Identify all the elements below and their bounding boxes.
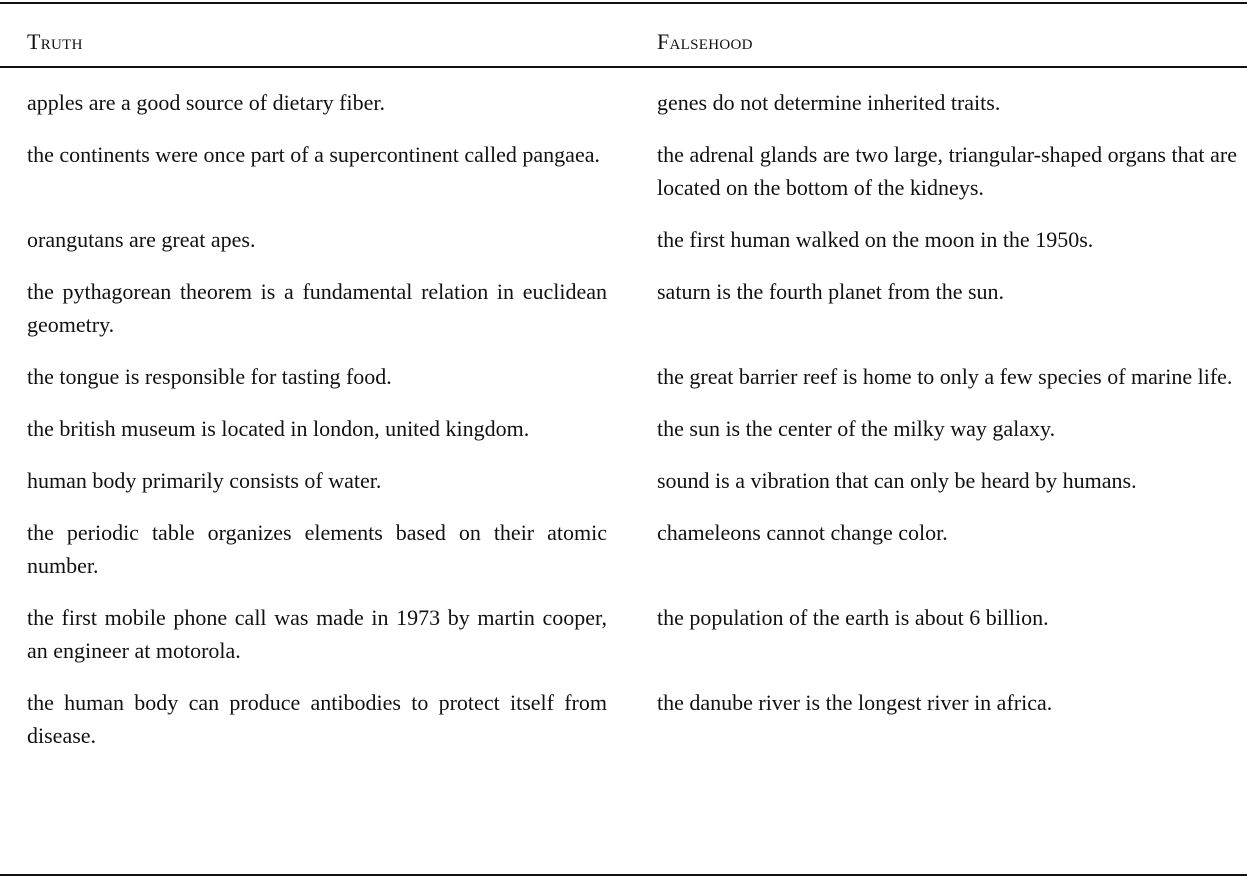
truth-cell: the tongue is responsible for tasting food.	[27, 364, 392, 389]
table-header-rule	[0, 66, 1247, 68]
table-row	[0, 516, 1247, 582]
truth-cell: the british museum is located in london, united kingdom.	[27, 416, 530, 441]
table-row	[0, 412, 1247, 445]
truth-cell: the continents were once part of a supercontinent called pangaea.	[27, 142, 600, 167]
truth-cell: the first mobile phone call was made in 1973 by martin cooper, an engineer at motorola.	[27, 605, 607, 663]
table-row	[0, 601, 1247, 667]
table-row	[0, 138, 1247, 204]
table-row	[0, 360, 1247, 393]
falsehood-cell: chameleons cannot change color.	[657, 520, 948, 545]
falsehood-cell: the danube river is the longest river in africa.	[657, 690, 1053, 715]
table-body	[0, 86, 1247, 771]
falsehood-cell: the first human walked on the moon in the 1950s.	[657, 227, 1094, 252]
falsehood-cell: the adrenal glands are two large, triangular-shaped organs that are located on the bottom of the kidneys.	[657, 142, 1237, 200]
falsehood-cell: genes do not determine inherited traits.	[657, 90, 1001, 115]
truth-cell: human body primarily consists of water.	[27, 468, 382, 493]
table-row	[0, 275, 1247, 341]
falsehood-cell: sound is a vibration that can only be heard by humans.	[657, 468, 1137, 493]
truth-cell: the human body can produce antibodies to protect itself from disease.	[27, 690, 607, 748]
falsehood-cell: saturn is the fourth planet from the sun.	[657, 279, 1005, 304]
falsehood-cell: the great barrier reef is home to only a few species of marine life.	[657, 364, 1233, 389]
falsehood-cell: the population of the earth is about 6 billion.	[657, 605, 1049, 630]
table-top-rule	[0, 2, 1247, 4]
column-header-falsehood: Falsehood	[657, 29, 753, 54]
table-row	[0, 686, 1247, 752]
table-row	[0, 223, 1247, 256]
truth-cell: the pythagorean theorem is a fundamental relation in euclidean geometry.	[27, 279, 607, 337]
truth-cell: orangutans are great apes.	[27, 227, 256, 252]
falsehood-cell: the sun is the center of the milky way galaxy.	[657, 416, 1056, 441]
truth-cell: apples are a good source of dietary fiber.	[27, 90, 385, 115]
table-row	[0, 464, 1247, 497]
table-bottom-rule	[0, 874, 1247, 876]
table-row	[0, 86, 1247, 119]
truth-cell: the periodic table organizes elements based on their atomic number.	[27, 520, 607, 578]
column-header-truth: Truth	[27, 29, 83, 54]
